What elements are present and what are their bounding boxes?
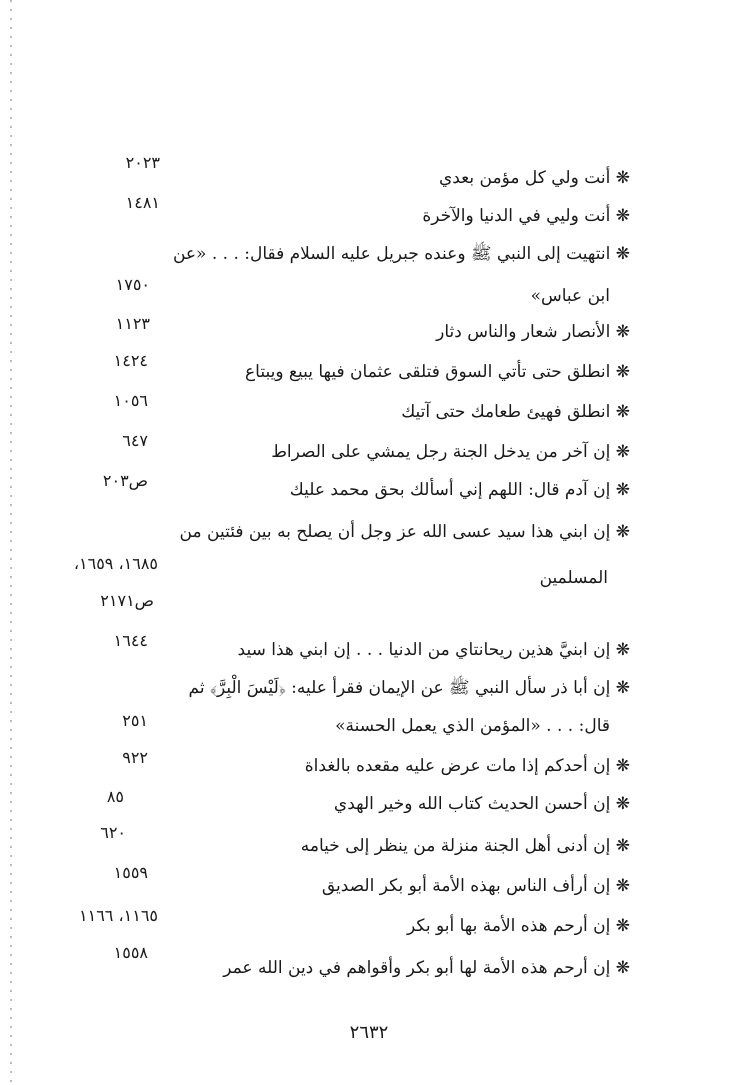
- entry-ref: ١١٢٣: [115, 314, 150, 333]
- entry-text: ❋ إن ابني هذا سيد عسى الله عز وجل أن يصلح به بين فئتين من: [179, 522, 630, 542]
- entry-ref: ١١٦٥، ١١٦٦: [79, 906, 158, 925]
- entry-text: ❋ أنت ولي كل مؤمن بعدي: [438, 168, 630, 188]
- entry-text: ❋ الأنصار شعار والناس دثار: [436, 322, 630, 342]
- entry-ref: ص٢١٧١: [100, 591, 154, 610]
- entry-text: ❋ إن أحدكم إذا مات عرض عليه مقعده بالغداة: [304, 756, 630, 776]
- entry-ref: ١٤٢٤: [113, 351, 148, 370]
- entry-ref: ١٠٥٦: [113, 391, 148, 410]
- page-number: ٢٦٣٢: [349, 1022, 389, 1043]
- entry-text: ❋ انتهيت إلى النبي ﷺ وعنده جبريل عليه السلام فقال: . . . «عن: [172, 244, 630, 264]
- entry-text: ❋ إن آدم قال: اللهم إني أسألك بحق محمد عليك: [289, 480, 630, 500]
- entry-text: ❋ أنت وليي في الدنيا والآخرة: [422, 206, 630, 226]
- entry-text: ❋ انطلق فهيئ طعامك حتى آتيك: [401, 402, 630, 422]
- entry-text: ❋ إن أرحم هذه الأمة بها أبو بكر: [407, 916, 630, 936]
- entry-text: ❋ إن أرأف الناس بهذه الأمة أبو بكر الصديق: [321, 876, 630, 896]
- entry-ref: ٦٢٠: [100, 823, 126, 842]
- entry-ref: ٨٥: [106, 787, 124, 806]
- margin-dots: [10, 0, 12, 1085]
- entry-text: ❋ انطلق حتى تأتي السوق فتلقى عثمان فيها يبيع ويبتاع: [245, 362, 630, 382]
- entry-ref: ٩٢٢: [122, 748, 148, 767]
- entry-ref: ١٥٥٩: [113, 863, 148, 882]
- entry-text: ❋ إن آخر من يدخل الجنة رجل يمشي على الصراط: [271, 442, 630, 462]
- entry-text: المسلمين: [539, 568, 608, 588]
- entry-ref: ١٤٨١: [125, 193, 160, 212]
- entry-ref: ١٥٥٨: [113, 943, 148, 962]
- entry-ref: ٢٥١: [122, 711, 148, 730]
- entry-text: قال: . . . «المؤمن الذي يعمل الحسنة»: [335, 716, 610, 736]
- entry-text: ❋ إن أدنى أهل الجنة منزلة من ينظر إلى خيامه: [300, 836, 630, 856]
- entry-text: ابن عباس»: [530, 286, 610, 306]
- entry-ref: ١٧٥٠: [115, 275, 150, 294]
- entry-text: ❋ إن أرحم هذه الأمة لها أبو بكر وأقواهم في دين الله عمر: [223, 958, 630, 978]
- entry-text: ❋ إن أحسن الحديث كتاب الله وخير الهدي: [333, 794, 630, 814]
- entry-text: ❋ إن أبا ذر سأل النبي ﷺ عن الإيمان فقرأ عليه: ﴿لَيْسَ الْبِرَّ﴾ ثم: [188, 678, 630, 698]
- entry-ref: ص٢٠٣: [102, 471, 148, 490]
- entry-ref: ١٦٤٤: [113, 631, 148, 650]
- entry-ref: ١٦٨٥، ١٦٥٩،: [73, 554, 158, 573]
- entry-ref: ٢٠٢٣: [125, 153, 160, 172]
- entry-ref: ٦٤٧: [122, 431, 148, 450]
- entry-text: ❋ إن ابنيَّ هذين ريحانتاي من الدنيا . . . إن ابني هذا سيد: [237, 640, 630, 660]
